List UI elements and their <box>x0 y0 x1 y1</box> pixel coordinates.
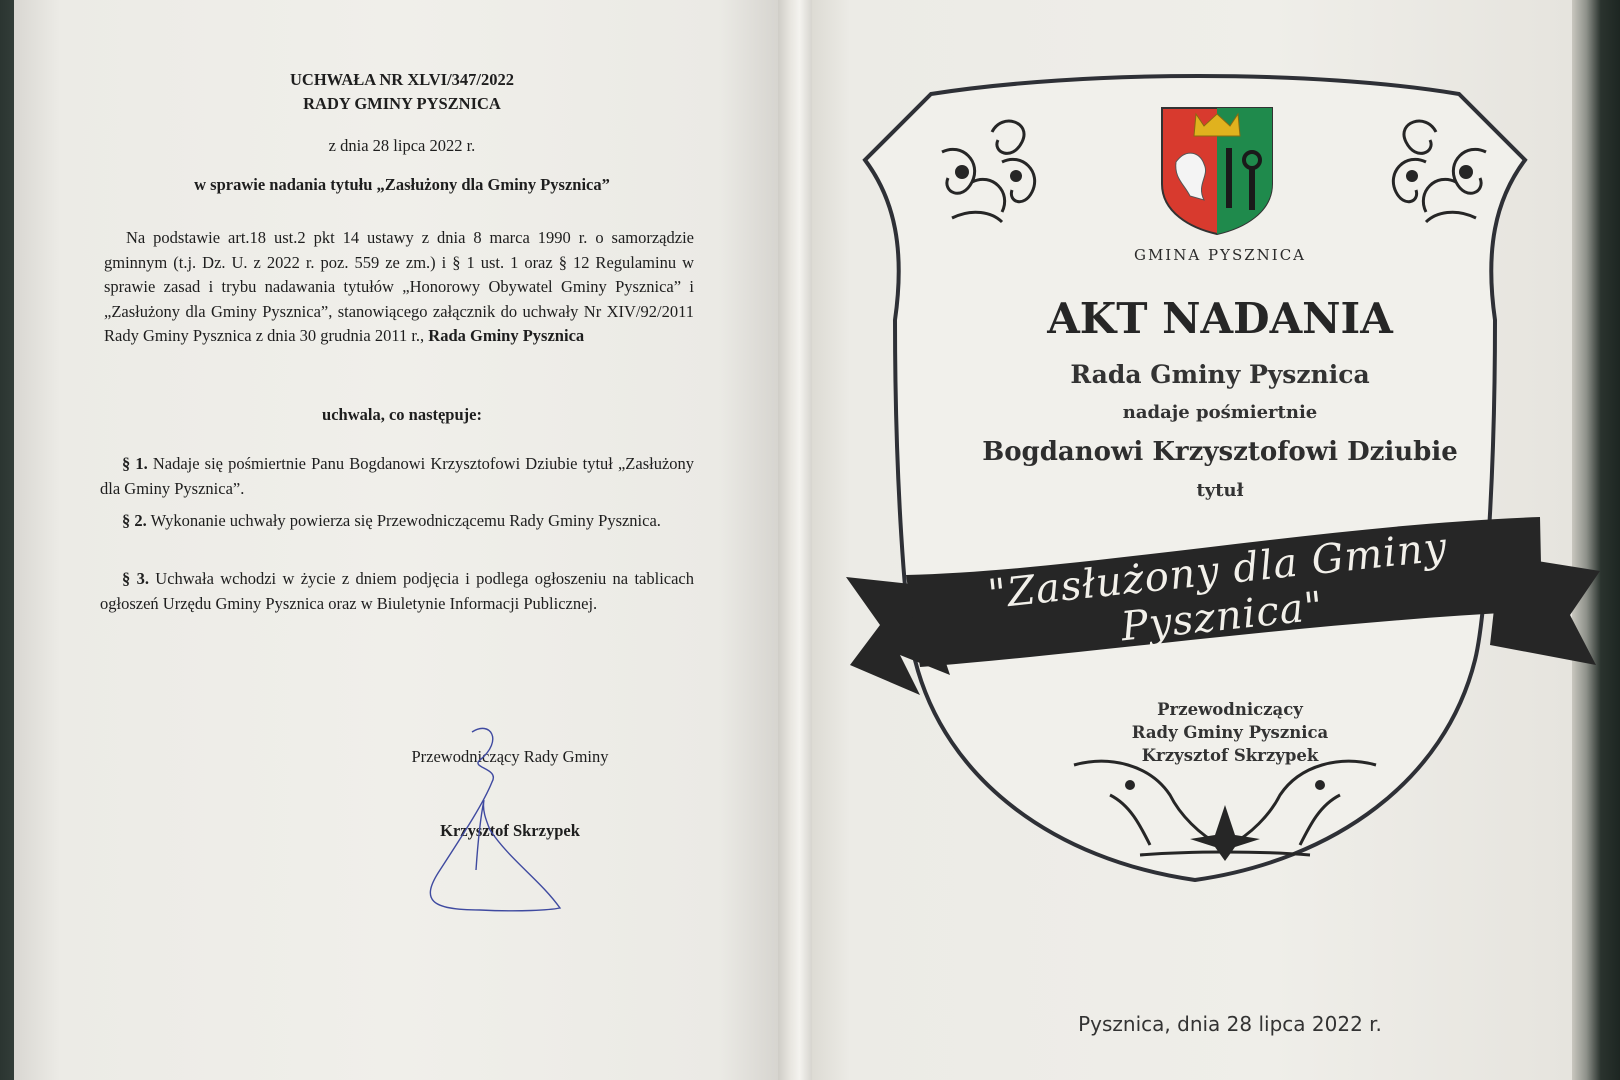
signatory-name: Krzysztof Skrzypek <box>440 821 580 840</box>
resolution-council: RADY GMINY PYSZNICA <box>303 94 501 113</box>
recipient-name: Bogdanowi Krzysztofowi Dziubie <box>982 437 1458 467</box>
paragraph-label: § 2. <box>122 511 147 530</box>
signatory-role: Przewodniczący Rady Gminy <box>411 747 609 766</box>
chairman-role: Przewodniczący <box>1157 700 1303 719</box>
resolves-heading: uchwala, co następuje: <box>322 405 482 424</box>
legal-basis-bold: Rada Gminy Pysznica <box>428 326 585 345</box>
paragraph-label: § 1. <box>122 454 148 473</box>
folder-spine <box>778 0 814 1080</box>
paragraph-3 <box>100 566 694 616</box>
bottom-floral-ornament-icon <box>1070 755 1380 865</box>
coat-of-arms-icon <box>1160 104 1274 236</box>
floral-ornament-icon <box>932 112 1052 230</box>
legal-basis-text: Na podstawie art.18 ust.2 pkt 14 ustawy z dnia 8 marca 1990 r. o samorządzie gminnym (t.j. Dz. U. z 2022 r. poz. 559 ze zm.) i § 1 ust. 1 oraz § 12 Regulaminu w sprawie zasad i trybu nadawania tytułów „Honorowy Obywatel Gminy Pysznica” i „Zasłużony dla Gminy Pysznica”, stanowiącego załącznik do uchwały Nr XIV/92/2011 Rady Gminy Pysznica z dnia 30 grudnia 2011 r., <box>104 228 694 345</box>
resolution-date: z dnia 28 lipca 2022 r. <box>328 136 476 155</box>
resolution-number: UCHWAŁA NR XLVI/347/2022 <box>289 70 514 89</box>
resolution-subject: w sprawie nadania tytułu „Zasłużony dla Gminy Pysznica” <box>194 175 610 194</box>
municipality-label: GMINA PYSZNICA <box>1133 246 1307 264</box>
paragraph-text: Nadaje się pośmiertnie Panu Bogdanowi Krzysztofowi Dziubie tytuł „Zasłużony dla Gminy Pysznica”. <box>100 454 695 498</box>
legal-basis <box>104 226 694 349</box>
council-name: Rada Gminy Pysznica <box>1070 360 1370 389</box>
chairman-council: Rady Gminy Pysznica <box>1131 723 1329 742</box>
honorary-title: "Zasłużony dla Gminy Pysznica" <box>985 524 1450 651</box>
place-and-date: Pysznica, dnia 28 lipca 2022 r. <box>1078 1012 1382 1036</box>
paragraph-1 <box>100 451 694 501</box>
paragraph-label: § 3. <box>122 569 149 588</box>
chairman-name: Krzysztof Skrzypek <box>1141 746 1319 765</box>
grants-text: nadaje pośmiertnie <box>1122 402 1318 423</box>
title-word: tytuł <box>1196 480 1244 501</box>
certificate-title: AKT NADANIA <box>1047 294 1393 343</box>
handwritten-signature <box>400 720 600 920</box>
paragraph-text: Uchwała wchodzi w życie z dniem podjęcia i podlega ogłoszeniu na tablicach ogłoszeń Urzędu Gminy Pysznica oraz w Biuletynie Informacji Publicznej. <box>100 569 694 613</box>
paragraph-2 <box>100 508 694 533</box>
floral-ornament-icon <box>1376 112 1496 230</box>
resolution-page <box>14 0 780 1080</box>
paragraph-text: Wykonanie uchwały powierza się Przewodniczącemu Rady Gminy Pysznica. <box>150 511 661 530</box>
resolution-heading <box>230 68 574 116</box>
